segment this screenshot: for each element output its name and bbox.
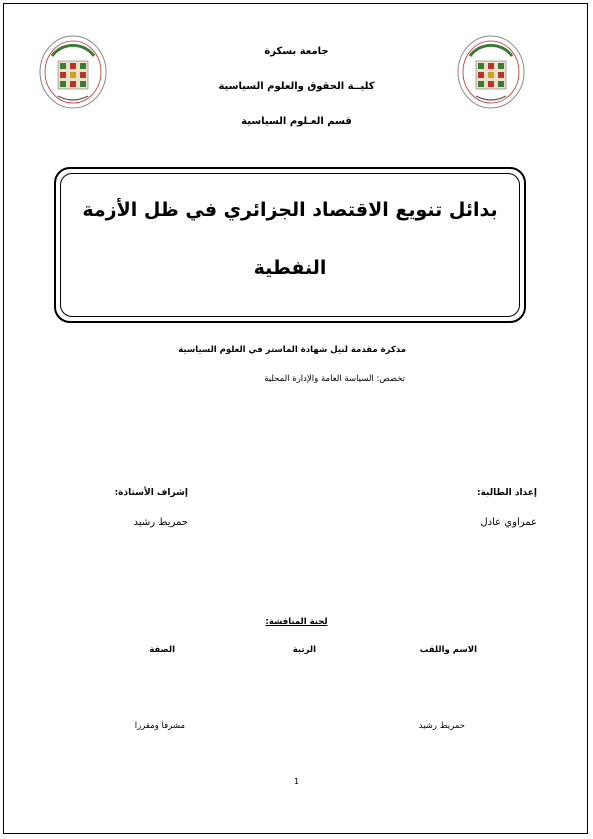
department-name: قسم العـلوم السياسية	[241, 116, 352, 127]
memo-specialty: تخصص: السياسة العامة والإدارة المحلية	[264, 374, 405, 384]
committee-col-name: الاسم واللقب	[419, 645, 477, 655]
supervisor-label: إشراف الأستاذة:	[114, 488, 188, 498]
committee-col-role: الصفة	[149, 645, 175, 655]
page-number: 1	[293, 777, 300, 786]
page-border	[3, 3, 588, 834]
faculty-name: كليــة الحقوق والعلوم السياسية	[218, 81, 375, 92]
memo-degree: مذكرة مقدمة لنيل شهادة الماستر في العلوم السياسية	[178, 345, 406, 355]
supervisor-name: حمريط رشيد	[133, 517, 188, 528]
title-frame	[54, 167, 526, 323]
student-label: إعداد الطالبة:	[477, 488, 537, 498]
university-name: جامعة بسكرة	[264, 46, 329, 57]
committee-heading: لجنة المناقشة:	[265, 617, 328, 627]
title-frame-inner	[60, 173, 520, 317]
committee-row-role: مشرفا ومقررا	[134, 721, 185, 731]
title-line-2: النفطية	[253, 257, 327, 279]
title-line-1: بدائل تنويع الاقتصاد الجزائري في ظل الأزمة	[82, 199, 498, 221]
student-name: عمراوي عادل	[480, 517, 537, 528]
committee-row-name: حمريط رشيد	[418, 721, 465, 731]
committee-col-rank: الرتبة	[292, 645, 316, 655]
